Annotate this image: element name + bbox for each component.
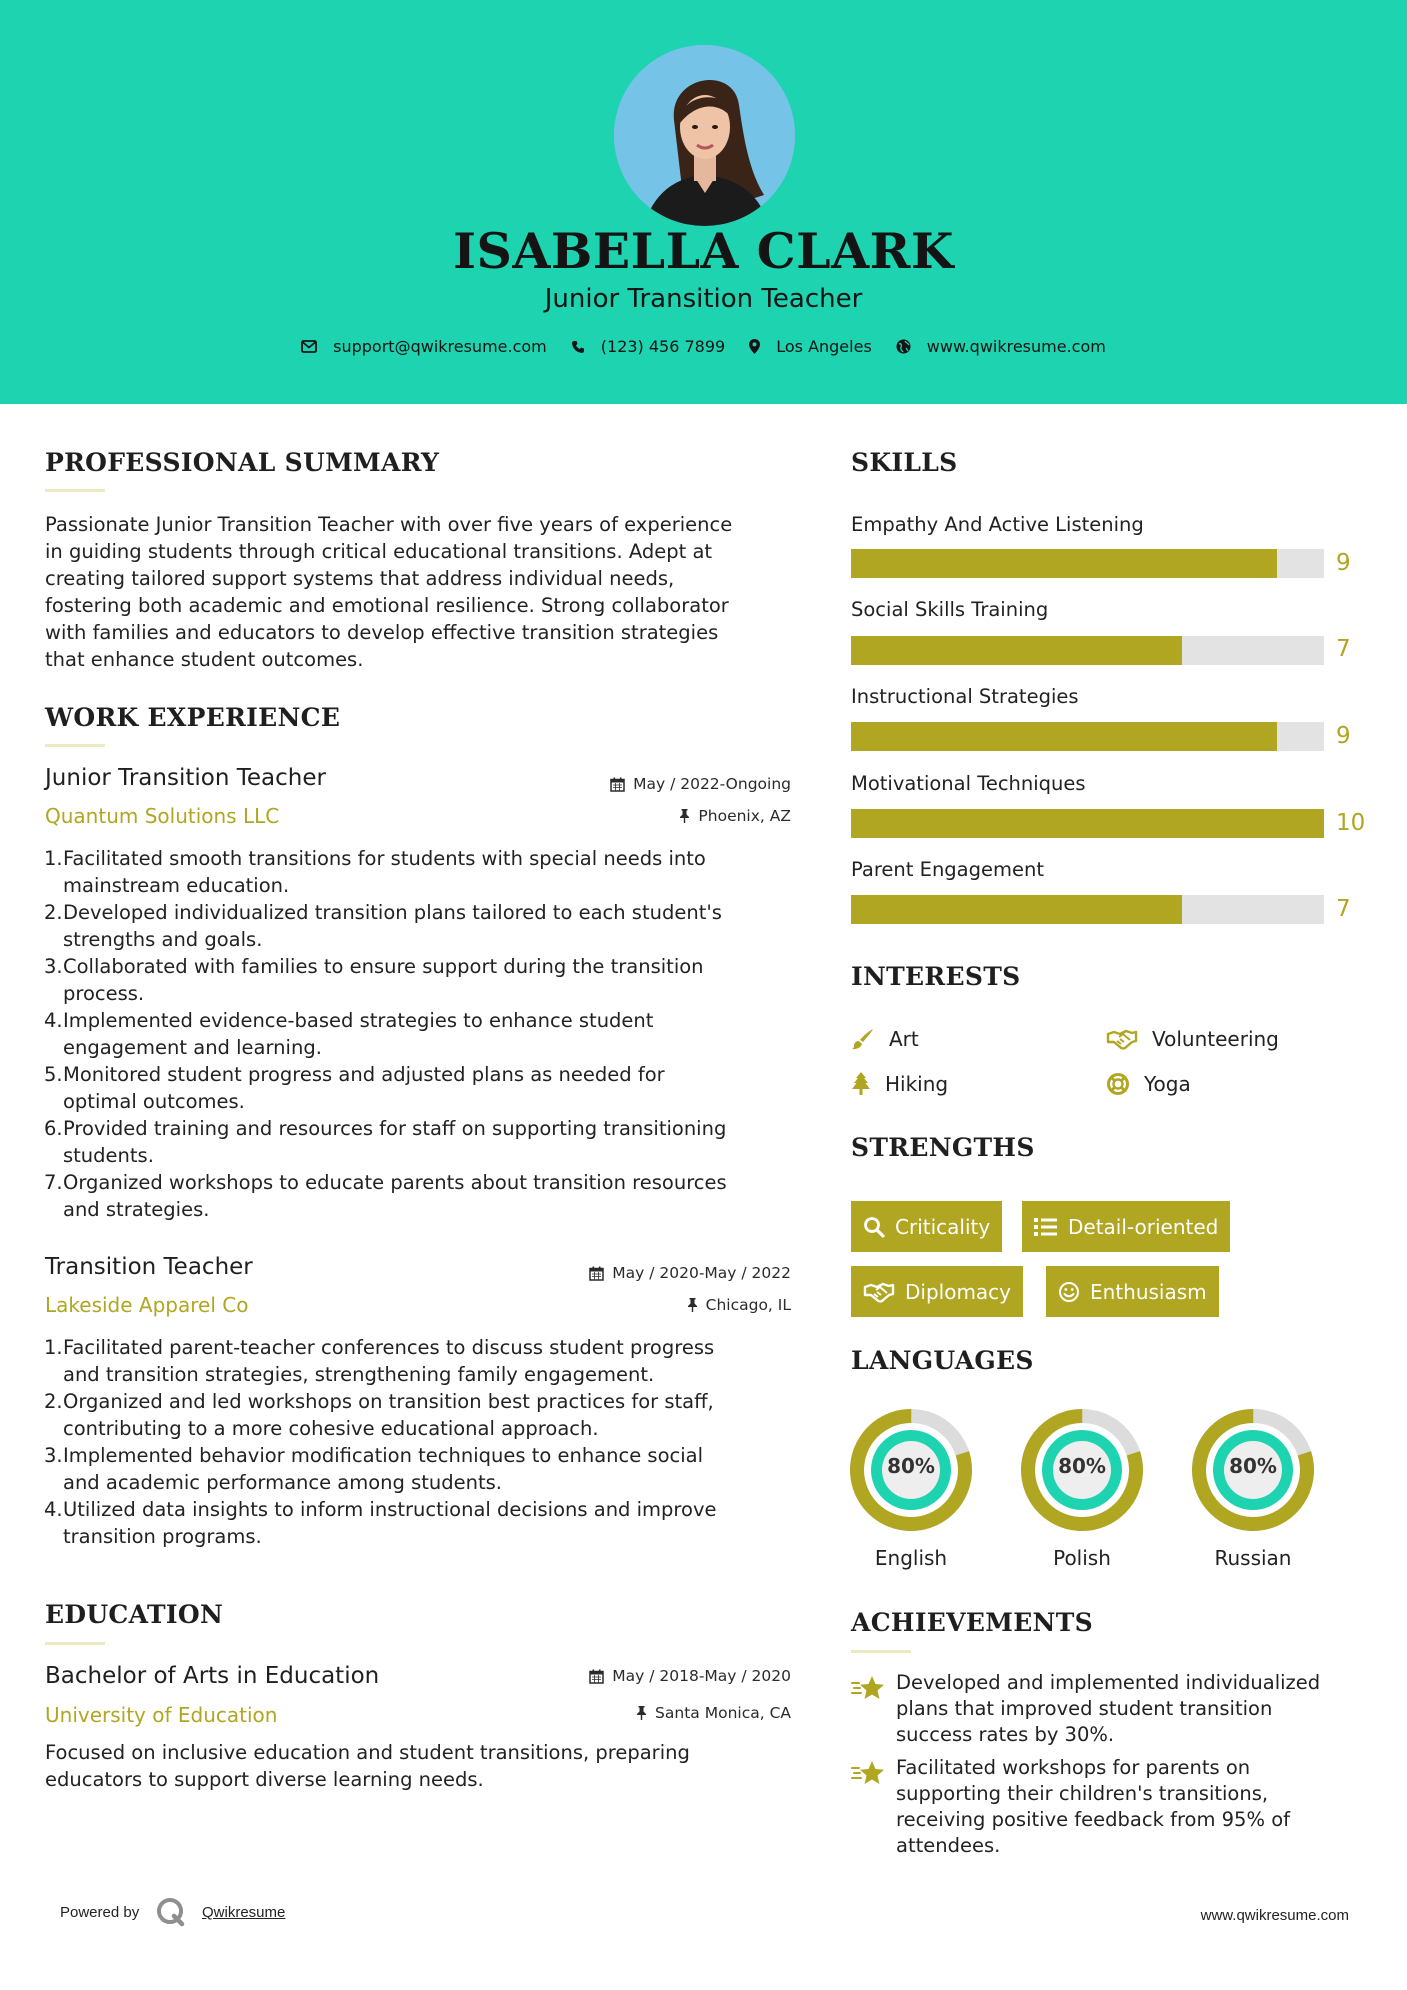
skill-bar-fill	[851, 636, 1182, 665]
list-item: 5. Monitored student progress and adjusted plans as needed for optimal outcomes.	[44, 1063, 665, 1113]
education-rule	[45, 1642, 105, 1645]
tree-icon	[851, 1072, 871, 1096]
list-item: 1. Facilitated parent-teacher conferences to discuss student progress and transition strategies, strengthening family engagement.	[44, 1336, 715, 1386]
list-item: 3. Collaborated with families to ensure support during the transition process.	[44, 955, 704, 1005]
language-percent: 80%	[887, 1454, 935, 1478]
strength-label: Enthusiasm	[1090, 1279, 1207, 1304]
skill-name: Social Skills Training	[851, 598, 1049, 621]
skill-name: Empathy And Active Listening	[851, 513, 1144, 536]
experience-rule	[45, 744, 105, 747]
job-location	[687, 1296, 791, 1314]
candidate-title: Junior Transition Teacher	[544, 284, 863, 314]
strength-badge	[1046, 1266, 1219, 1317]
pushpin-icon	[679, 809, 690, 823]
contact-bar	[0, 337, 1407, 356]
footer-powered-by: Powered by	[60, 1904, 140, 1921]
skill-bar-track	[851, 636, 1324, 665]
contact-website[interactable]	[896, 337, 1106, 356]
job-company: Lakeside Apparel Co	[45, 1293, 249, 1317]
skill-bar-fill	[851, 722, 1277, 751]
list-item: 2. Organized and led workshops on transition best practices for staff, contributing to a more cohesive educational approach.	[44, 1390, 714, 1440]
experience-heading: WORK EXPERIENCE	[45, 703, 341, 732]
strength-label: Diplomacy	[905, 1279, 1012, 1304]
envelope-icon	[301, 340, 317, 353]
skill-score: 9	[1336, 723, 1351, 749]
education-dates	[589, 1667, 791, 1685]
list-item: 6. Provided training and resources for staff on supporting transitioning students.	[44, 1117, 727, 1167]
degree-title: Bachelor of Arts in Education	[45, 1663, 380, 1689]
summary-line: Passionate Junior Transition Teacher with over five years of experience	[45, 513, 733, 536]
calendar-icon	[589, 1266, 604, 1281]
list-item: 3. Implemented behavior modification techniques to enhance social and academic performance among students.	[44, 1444, 704, 1494]
interest-label: Art	[889, 1027, 919, 1051]
achievement-text: Developed and implemented individualized plans that improved student transition success rates by 30%.	[896, 1671, 1321, 1746]
job-bullets	[45, 845, 795, 1223]
list-item: 4. Utilized data insights to inform instructional decisions and improve transition programs.	[44, 1498, 717, 1548]
job-title: Transition Teacher	[45, 1254, 253, 1280]
skill-bar-track	[851, 549, 1324, 578]
handshake-icon	[1106, 1028, 1138, 1050]
paintbrush-icon	[851, 1028, 875, 1050]
strength-badge	[851, 1266, 1023, 1317]
interest-item	[1106, 1072, 1191, 1096]
language-item	[1021, 1409, 1143, 1570]
smile-icon	[1058, 1281, 1080, 1303]
list-item: 2. Developed individualized transition plans tailored to each student's strengths and goals.	[44, 901, 722, 951]
skill-bar-track	[851, 809, 1324, 838]
job-bullets	[45, 1334, 795, 1550]
interest-label: Hiking	[885, 1072, 949, 1096]
interest-label: Yoga	[1144, 1072, 1191, 1096]
interest-item	[851, 1072, 948, 1096]
contact-website-text: www.qwikresume.com	[926, 337, 1106, 356]
job-dates	[610, 775, 791, 793]
contact-phone-text: (123) 456 7899	[600, 337, 726, 356]
summary-line: that enhance student outcomes.	[45, 648, 364, 671]
education-line: Focused on inclusive education and student transitions, preparing	[45, 1741, 690, 1764]
skill-score: 7	[1336, 636, 1351, 662]
profile-photo-image	[614, 45, 795, 226]
skill-bar-fill	[851, 549, 1277, 578]
pushpin-icon	[687, 1298, 698, 1312]
star-icon	[851, 1759, 885, 1789]
interest-label: Volunteering	[1152, 1027, 1279, 1051]
job-company: Quantum Solutions LLC	[45, 804, 280, 828]
summary-heading: PROFESSIONAL SUMMARY	[45, 448, 440, 477]
education-location-text: Santa Monica, CA	[655, 1704, 791, 1722]
map-marker-icon	[749, 339, 760, 354]
education-dates-text: May / 2018-May / 2020	[612, 1667, 791, 1685]
resume-header	[0, 0, 1407, 404]
education-line: educators to support diverse learning needs.	[45, 1768, 484, 1791]
contact-location	[749, 337, 872, 356]
footer-brand-link[interactable]: Qwikresume	[202, 1904, 286, 1921]
summary-text	[45, 511, 732, 673]
summary-line: creating tailored support systems that address individual needs,	[45, 567, 675, 590]
handshake-icon	[863, 1281, 895, 1303]
achievement-text: Facilitated workshops for parents on supporting their children's transitions, receiving positive feedback from 95% of attendees.	[896, 1756, 1290, 1857]
strength-label: Criticality	[895, 1214, 991, 1239]
education-description	[45, 1739, 690, 1793]
contact-email[interactable]	[301, 337, 547, 356]
globe-icon	[896, 339, 911, 354]
summary-line: with families and educators to develop effective transition strategies	[45, 621, 719, 644]
job-title: Junior Transition Teacher	[45, 765, 326, 791]
interest-item	[851, 1027, 919, 1051]
languages-heading: LANGUAGES	[851, 1346, 1034, 1375]
language-name: Polish	[1053, 1546, 1111, 1570]
language-item	[850, 1409, 972, 1570]
list-item: 4. Implemented evidence-based strategies to enhance student engagement and learning.	[44, 1009, 654, 1059]
contact-phone[interactable]	[571, 337, 725, 356]
list-item: 7. Organized workshops to educate parents about transition resources and strategies.	[44, 1171, 727, 1221]
job-dates	[589, 1264, 791, 1282]
job-location	[679, 807, 791, 825]
skill-bar-fill	[851, 895, 1182, 924]
list-icon	[1034, 1217, 1058, 1237]
job-dates-text: May / 2022-Ongoing	[633, 775, 791, 793]
strengths-heading: STRENGTHS	[851, 1133, 1035, 1162]
strength-badge	[1022, 1201, 1230, 1252]
lifebuoy-icon	[1106, 1072, 1130, 1096]
interests-heading: INTERESTS	[851, 962, 1021, 991]
job-location-text: Chicago, IL	[705, 1296, 791, 1314]
phone-icon	[571, 340, 585, 354]
strength-label: Detail-oriented	[1068, 1214, 1219, 1239]
skill-bar-track	[851, 722, 1324, 751]
language-name: English	[874, 1546, 948, 1570]
summary-rule	[45, 489, 105, 492]
skill-score: 7	[1336, 896, 1351, 922]
language-percent: 80%	[1058, 1454, 1106, 1478]
skills-heading: SKILLS	[851, 448, 958, 477]
achievements-heading: ACHIEVEMENTS	[851, 1608, 1093, 1637]
profile-photo	[614, 45, 795, 226]
achievements-rule	[851, 1650, 911, 1653]
skill-name: Motivational Techniques	[851, 772, 1086, 795]
skill-bar-track	[851, 895, 1324, 924]
skill-score: 10	[1336, 810, 1366, 836]
strength-badge	[851, 1201, 1002, 1252]
summary-line: in guiding students through critical educational transitions. Adept at	[45, 540, 713, 563]
pushpin-icon	[636, 1706, 647, 1720]
qwikresume-logo-icon	[155, 1897, 187, 1927]
job-dates-text: May / 2020-May / 2022	[612, 1264, 791, 1282]
job-location-text: Phoenix, AZ	[698, 807, 791, 825]
school-name: University of Education	[45, 1703, 278, 1727]
language-name: Russian	[1214, 1546, 1292, 1570]
interest-item	[1106, 1027, 1279, 1051]
education-heading: EDUCATION	[45, 1600, 224, 1629]
calendar-icon	[589, 1669, 604, 1684]
skill-name: Instructional Strategies	[851, 685, 1079, 708]
search-icon	[863, 1216, 885, 1238]
language-item	[1192, 1409, 1314, 1570]
list-item: 1. Facilitated smooth transitions for students with special needs into mainstream education.	[44, 847, 706, 897]
contact-location-text: Los Angeles	[776, 337, 872, 356]
education-location	[636, 1704, 791, 1722]
language-percent: 80%	[1229, 1454, 1277, 1478]
skill-name: Parent Engagement	[851, 858, 1045, 881]
contact-email-text: support@qwikresume.com	[333, 337, 547, 356]
footer-website[interactable]: www.qwikresume.com	[1200, 1907, 1349, 1924]
star-icon	[851, 1674, 885, 1704]
summary-line: fostering both academic and emotional resilience. Strong collaborator	[45, 594, 729, 617]
calendar-icon	[610, 777, 625, 792]
candidate-name: ISABELLA CLARK	[453, 222, 954, 280]
skill-score: 9	[1336, 550, 1351, 576]
skill-bar-fill	[851, 809, 1324, 838]
